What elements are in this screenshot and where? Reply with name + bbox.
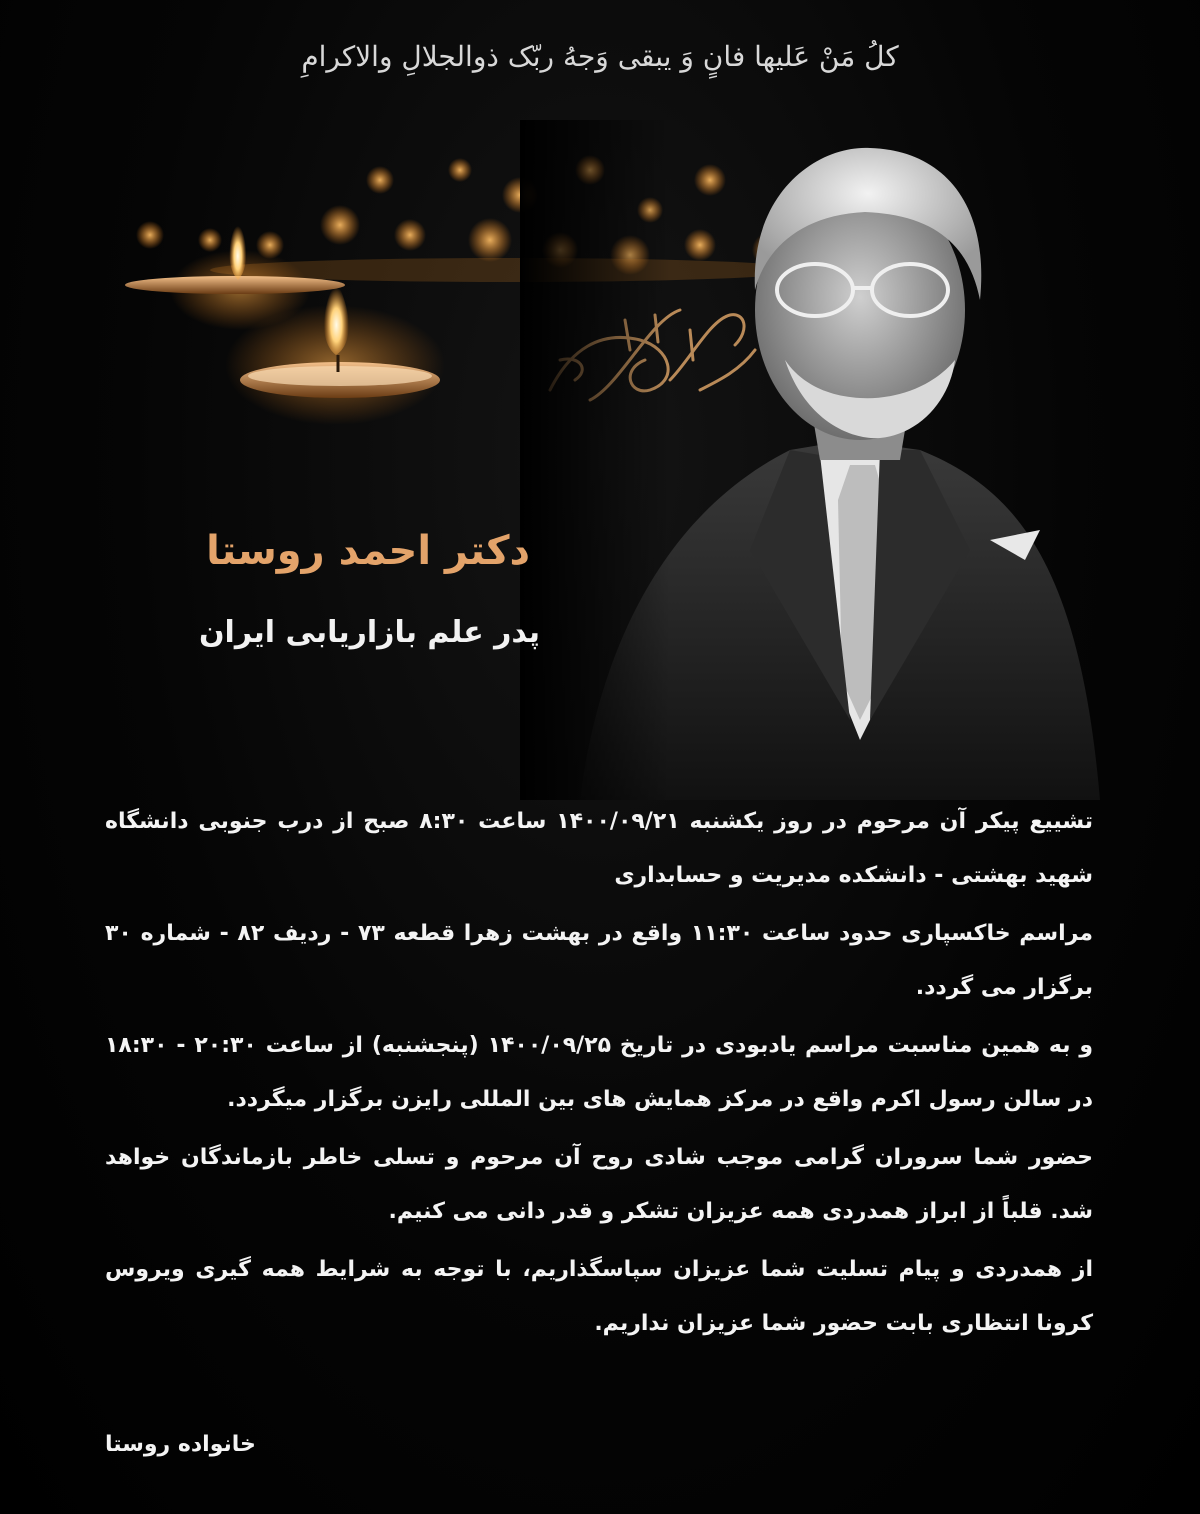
family-signature: خانواده روستا (105, 1432, 256, 1457)
deceased-name: دکتر احمد روستا (206, 528, 530, 574)
deceased-subtitle: پدر علم بازاریابی ایران (198, 615, 540, 650)
paragraph-burial: مراسم خاکسپاری حدود ساعت ۱۱:۳۰ واقع در بهشت زهرا قطعه ۷۳ - ردیف ۸۲ - شماره ۳۰ برگزار می گردد. (105, 921, 1094, 1000)
paragraph-memorial: و به همین مناسبت مراسم یادبودی در تاریخ ۱۴۰۰/۰۹/۲۵ (پنجشنبه) از ساعت ۲۰:۳۰ - ۱۸:۳۰ در سالن رسول اکرم واقع در مرکز همایش های بین المللی رایزن برگزار میگردد. (105, 1033, 1093, 1112)
paragraph-covid: از همدردی و پیام تسلیت شما عزیزان سپاسگذاریم، با توجه به شرایط همه گیری ویروس کرونا انتظاری بابت حضور شما عزیزان نداریم. (105, 1257, 1093, 1336)
paragraph-funeral: تشییع پیکر آن مرحوم در روز یکشنبه ۱۴۰۰/۰۹/۲۱ ساعت ۸:۳۰ صبح از درب جنوبی دانشگاه شهید بهشتی - دانشکده مدیریت و حسابداری (105, 809, 1094, 888)
quran-verse: کلُ مَنْ عَلیها فانٍ وَ یبقی وَجهُ ربّک ذوالجلالِ والاکرامِ (301, 40, 899, 73)
notice-body (105, 795, 1093, 1355)
paragraph-thanks: حضور شما سروران گرامی موجب شادی روح آن مرحوم و تسلی خاطر بازماندگان خواهد شد. قلباً از ابراز همدردی همه عزیزان تشکر و قدر دانی می کنیم. (105, 1145, 1093, 1224)
portrait-photo (520, 120, 1120, 800)
